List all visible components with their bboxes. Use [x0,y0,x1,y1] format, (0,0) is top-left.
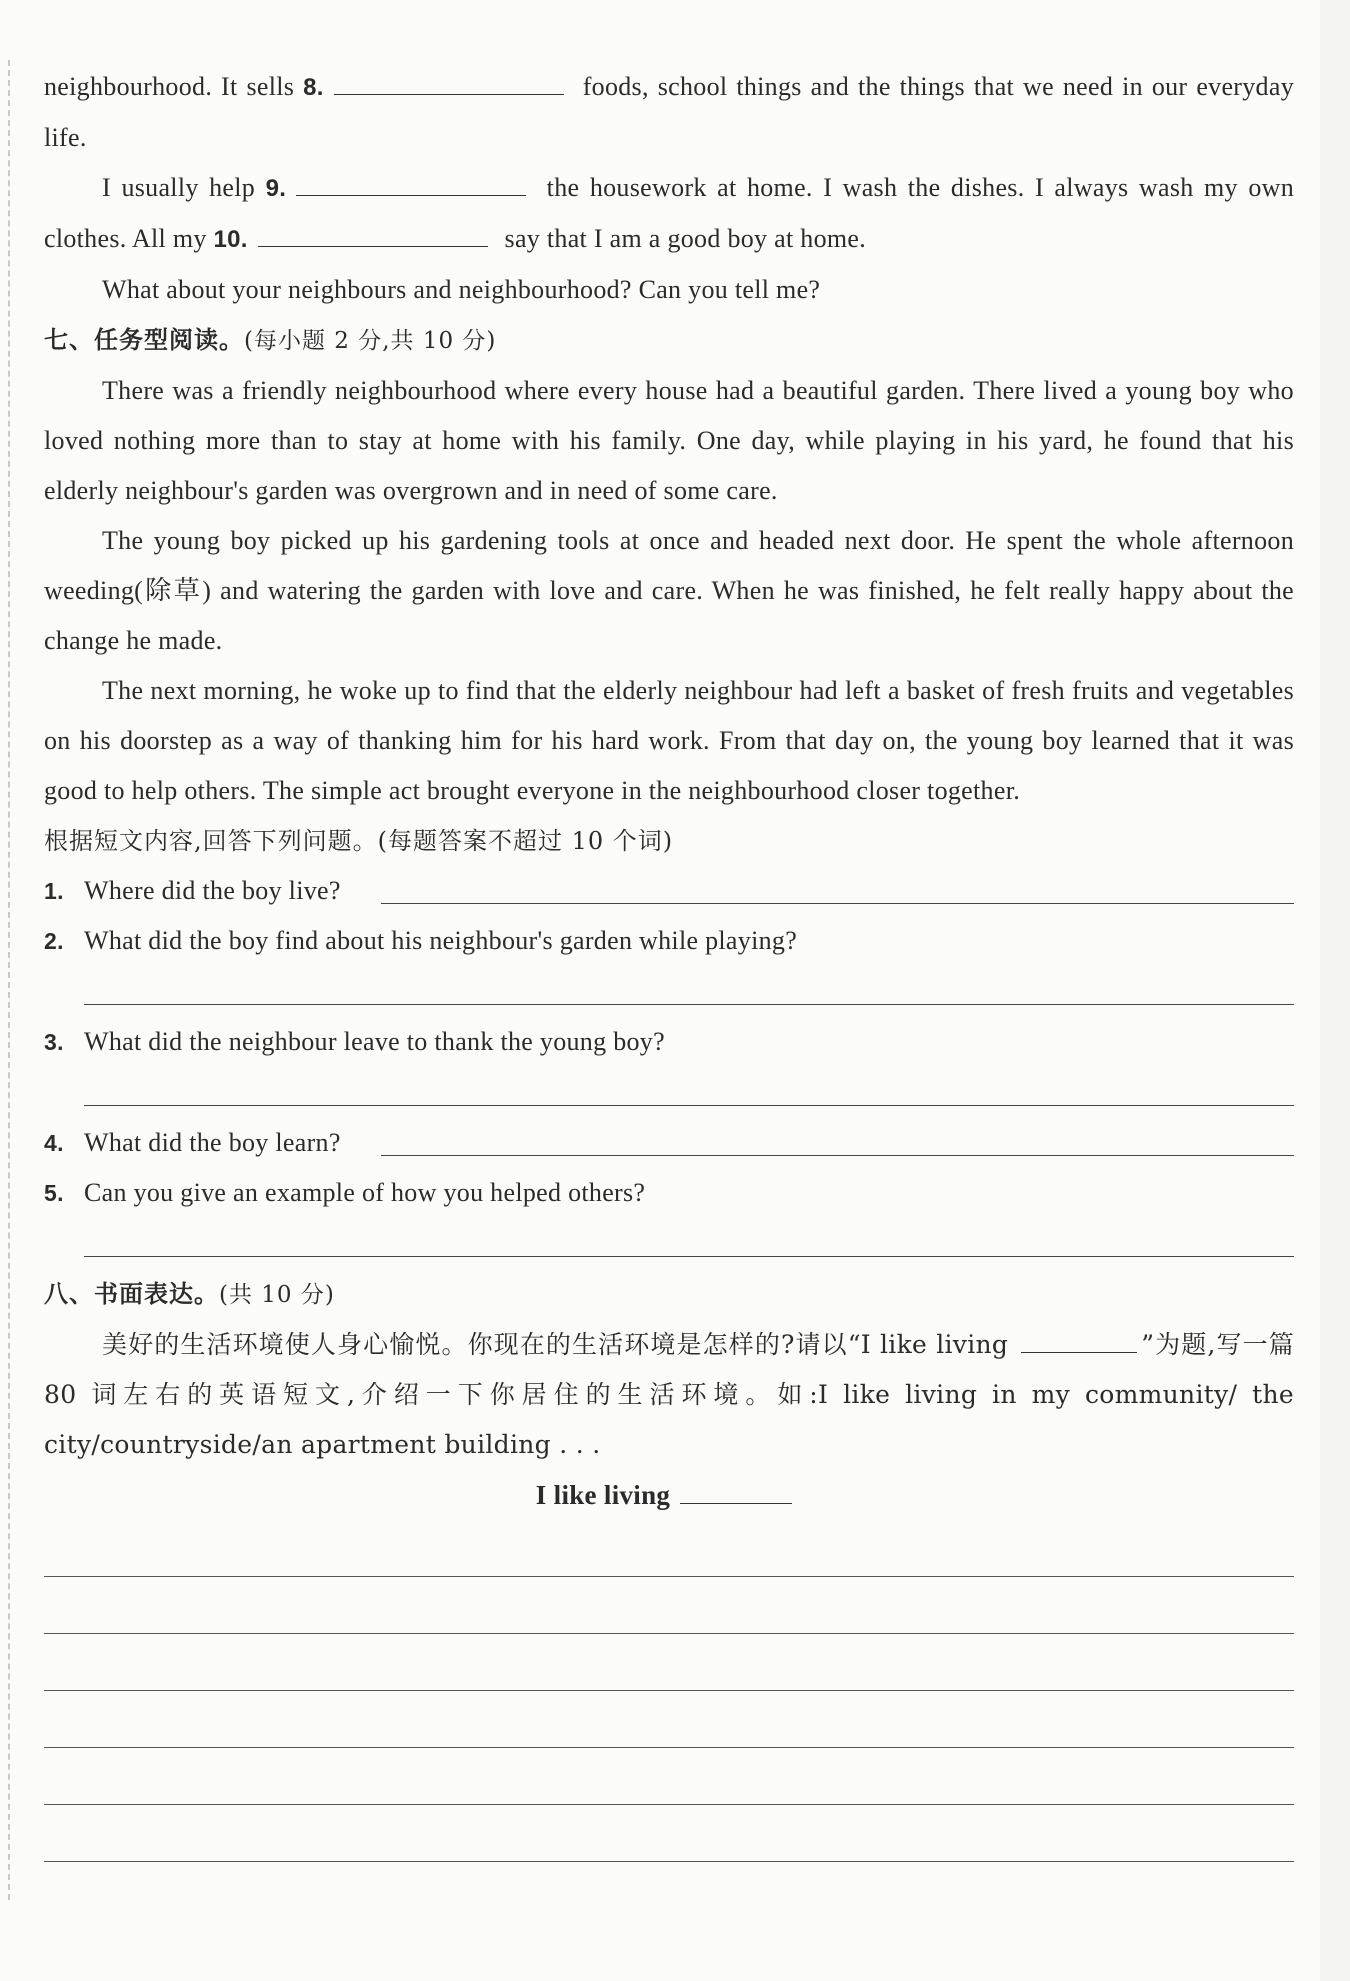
passage-text: neighbourhood. It sells [44,72,304,101]
essay-line[interactable] [44,1634,1294,1691]
question-2 [44,916,1294,966]
essay-title-text: I like living [535,1480,671,1510]
question-number: 4. [44,1130,64,1156]
question-text: Can you give an example of how you helped others? [84,1178,646,1207]
essay-line[interactable] [44,1748,1294,1805]
section-7-instruction: 根据短文内容,回答下列问题。(每题答案不超过 10 个词) [44,827,674,855]
question-1 [44,866,1294,916]
section-8-heading [44,1269,1294,1320]
section-8-title: 八、书面表达。 [44,1280,219,1308]
writing-prompt [44,1320,1294,1470]
prompt-text: 美好的生活环境使人身心愉悦。你现在的生活环境是怎样的?请以“I like living [102,1330,1018,1359]
blank-number-10: 10. [213,226,248,253]
question-text: Where did the boy live? [84,876,341,905]
section-7-title: 七、任务型阅读。 [44,326,244,354]
question-4 [44,1118,1294,1168]
answer-line-4[interactable] [381,1155,1294,1156]
fill-blank-9[interactable] [296,169,526,196]
prompt-text: ”为题,写一篇 80 词左右的英语短文,介绍一下你居住的生活环境。如:I like living in my community/ the city/countryside/an apartment building . . . [44,1330,1294,1459]
reading-paragraph-1: There was a friendly neighbourhood where every house had a beautiful garden. There lived a young boy who loved nothing more than to stay at home with his family. One day, while playing in his yard, he found that his elderly neighbour's garden was overgrown and in need of some care. [44,376,1294,505]
passage-text: I usually help [102,173,266,202]
reading-paragraph-3: The next morning, he woke up to find that the elderly neighbour had left a basket of fresh fruits and vegetables on his doorstep as a way of thanking him for his hard work. From that day on, the young boy learned that it was good to help others. The simple act brought everyone in the neighbourhood closer together. [44,676,1294,805]
question-text: What did the boy learn? [84,1128,341,1157]
passage-text: say that I am a good boy at home. [497,224,867,253]
essay-title-blank[interactable] [680,1477,792,1504]
essay-title [44,1470,1294,1520]
blank-number-8: 8. [303,74,324,101]
question-number: 2. [44,928,64,954]
essay-line[interactable] [44,1520,1294,1577]
answer-line-3[interactable] [84,1067,1294,1106]
question-3 [44,1017,1294,1067]
essay-writing-area[interactable] [44,1520,1294,1862]
fill-blank-8[interactable] [334,68,564,95]
question-5 [44,1168,1294,1218]
reading-paragraph-2: The young boy picked up his gardening tools at once and headed next door. He spent the whole afternoon weeding(除草) and watering the garden with love and care. When he was finished, he felt really happy about the change he made. [44,526,1294,655]
question-text: What did the boy find about his neighbour's garden while playing? [84,926,798,955]
passage-paragraph-1 [44,62,1294,163]
essay-line[interactable] [44,1805,1294,1862]
passage-paragraph-2 [44,163,1294,265]
question-number: 1. [44,878,64,904]
section-8-score-note: (共 10 分) [219,1282,335,1308]
section-7-score-note: (每小题 2 分,共 10 分) [244,328,497,354]
question-text: What did the neighbour leave to thank the young boy? [84,1027,665,1056]
binding-margin-line [8,60,10,1900]
essay-line[interactable] [44,1577,1294,1634]
answer-line-1[interactable] [381,903,1294,904]
essay-line[interactable] [44,1691,1294,1748]
question-number: 3. [44,1029,64,1055]
fill-blank-10[interactable] [258,220,488,247]
question-number: 5. [44,1180,64,1206]
passage-paragraph-3: What about your neighbours and neighbourhood? Can you tell me? [102,275,821,304]
answer-line-5[interactable] [84,1218,1294,1257]
page-content [44,62,1294,1862]
blank-number-9: 9. [265,175,287,202]
prompt-title-blank [1021,1326,1137,1353]
passage-text: the housework at home. I wash the dishes. I always wash my own clothes. All my [44,173,1294,253]
section-7-heading [44,315,1294,366]
answer-line-2[interactable] [84,966,1294,1005]
passage-text: foods, school things and the things that we need in our everyday life. [44,72,1295,152]
